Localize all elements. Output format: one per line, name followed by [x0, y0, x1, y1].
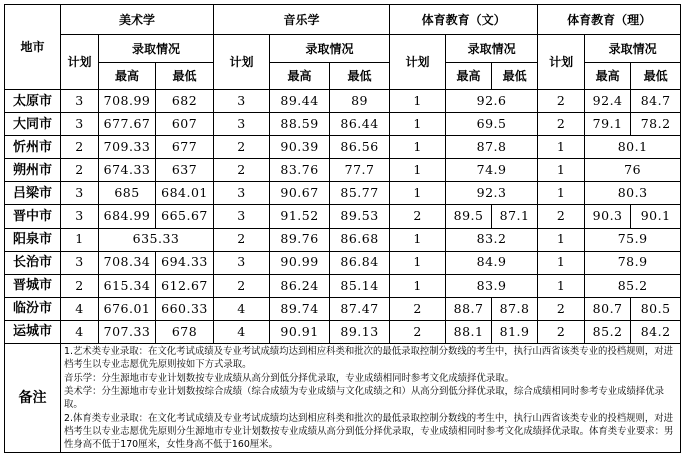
header-group-pe-li: 体育教育（理）	[538, 5, 681, 35]
pe-wen-score-cell: 83.9	[446, 274, 538, 297]
pe-li-high-cell: 80.7	[585, 297, 631, 320]
pe-li-plan-cell: 1	[538, 251, 585, 274]
note-line: 2.体育类专业录取：在文化考试成绩及专业考试成绩均达到相应科类和批次的最低录取控制分数线的考生中，执行山西省该类专业的投档规则，对进档考生以专业志愿优先原则分生源地市专业计划数按专业成绩从高分到低分择优录取，专业成绩相同时参考文化成绩择优录取。体育类专业要求：男性身高不低于170厘米，女性身高不低于160厘米。	[64, 412, 674, 451]
header-high: 最高	[270, 63, 330, 90]
pe-li-plan-cell: 2	[538, 205, 585, 228]
music-plan-cell: 2	[214, 136, 270, 159]
pe-li-score-cell: 76	[585, 159, 681, 182]
art-low-cell: 677	[156, 136, 214, 159]
pe-wen-score-cell: 87.8	[446, 136, 538, 159]
notes-label: 备注	[5, 344, 61, 453]
music-low-cell: 87.47	[330, 297, 390, 320]
music-plan-cell: 4	[214, 297, 270, 320]
header-plan: 计划	[214, 35, 270, 90]
music-low-cell: 89.53	[330, 205, 390, 228]
pe-wen-plan-cell: 1	[390, 274, 446, 297]
music-low-cell: 86.84	[330, 251, 390, 274]
city-cell: 晋中市	[5, 205, 61, 228]
pe-wen-low-cell: 81.9	[492, 320, 538, 343]
pe-li-low-cell: 78.2	[631, 113, 681, 136]
music-high-cell: 90.67	[270, 182, 330, 205]
art-high-cell: 676.01	[99, 297, 156, 320]
pe-li-plan-cell: 1	[538, 159, 585, 182]
music-high-cell: 83.76	[270, 159, 330, 182]
pe-wen-score-cell: 84.9	[446, 251, 538, 274]
pe-li-plan-cell: 1	[538, 136, 585, 159]
table-row	[5, 320, 681, 343]
pe-wen-plan-cell: 1	[390, 136, 446, 159]
pe-wen-plan-cell: 2	[390, 297, 446, 320]
notes-text	[61, 344, 681, 453]
music-low-cell: 85.14	[330, 274, 390, 297]
pe-li-plan-cell: 2	[538, 90, 585, 113]
table-row	[5, 274, 681, 297]
header-high: 最高	[446, 63, 492, 90]
city-cell: 忻州市	[5, 136, 61, 159]
header-admission: 录取情况	[99, 35, 214, 63]
art-plan-cell: 3	[61, 90, 99, 113]
note-line: 美术学：分生源地市专业计划数按综合成绩（综合成绩为专业成绩与文化成绩之和）从高分到低分择优录取，综合成绩相同时参考专业成绩择优录取。	[64, 385, 665, 411]
pe-wen-plan-cell: 1	[390, 90, 446, 113]
header-low: 最低	[492, 63, 538, 90]
city-cell: 吕梁市	[5, 182, 61, 205]
art-high-cell: 684.99	[99, 205, 156, 228]
pe-li-plan-cell: 2	[538, 320, 585, 343]
art-plan-cell: 2	[61, 274, 99, 297]
art-high-cell: 709.33	[99, 136, 156, 159]
pe-li-low-cell: 84.7	[631, 90, 681, 113]
music-low-cell: 86.44	[330, 113, 390, 136]
pe-li-plan-cell: 2	[538, 113, 585, 136]
art-low-cell: 660.33	[156, 297, 214, 320]
pe-wen-score-cell: 92.6	[446, 90, 538, 113]
pe-li-low-cell: 80.5	[631, 297, 681, 320]
art-low-cell: 684.01	[156, 182, 214, 205]
header-low: 最低	[330, 63, 390, 90]
city-cell: 晋城市	[5, 274, 61, 297]
music-high-cell: 91.52	[270, 205, 330, 228]
music-high-cell: 86.24	[270, 274, 330, 297]
art-low-cell: 607	[156, 113, 214, 136]
pe-wen-score-cell: 92.3	[446, 182, 538, 205]
music-plan-cell: 2	[214, 159, 270, 182]
pe-li-high-cell: 85.2	[585, 320, 631, 343]
header-plan: 计划	[538, 35, 585, 90]
pe-li-score-cell: 75.9	[585, 228, 681, 251]
art-plan-cell: 1	[61, 228, 99, 251]
pe-wen-low-cell: 87.8	[492, 297, 538, 320]
pe-wen-plan-cell: 1	[390, 228, 446, 251]
music-high-cell: 88.59	[270, 113, 330, 136]
city-cell: 长治市	[5, 251, 61, 274]
pe-wen-score-cell: 83.2	[446, 228, 538, 251]
pe-li-score-cell: 80.1	[585, 136, 681, 159]
music-low-cell: 89.13	[330, 320, 390, 343]
header-admission: 录取情况	[270, 35, 390, 63]
pe-wen-plan-cell: 1	[390, 251, 446, 274]
pe-wen-high-cell: 88.7	[446, 297, 492, 320]
table-row	[5, 159, 681, 182]
pe-li-low-cell: 90.1	[631, 205, 681, 228]
music-plan-cell: 3	[214, 90, 270, 113]
city-cell: 大同市	[5, 113, 61, 136]
admission-table	[4, 4, 681, 453]
art-high-cell: 677.67	[99, 113, 156, 136]
header-high: 最高	[99, 63, 156, 90]
city-cell: 太原市	[5, 90, 61, 113]
city-cell: 运城市	[5, 320, 61, 343]
music-plan-cell: 3	[214, 182, 270, 205]
pe-wen-plan-cell: 1	[390, 113, 446, 136]
table-row	[5, 113, 681, 136]
pe-li-score-cell: 80.3	[585, 182, 681, 205]
art-high-cell: 674.33	[99, 159, 156, 182]
pe-wen-high-cell: 88.1	[446, 320, 492, 343]
pe-li-high-cell: 90.3	[585, 205, 631, 228]
art-plan-cell: 2	[61, 159, 99, 182]
city-cell: 朔州市	[5, 159, 61, 182]
header-region: 地市	[5, 5, 61, 90]
table-row	[5, 297, 681, 320]
music-plan-cell: 2	[214, 274, 270, 297]
music-high-cell: 89.76	[270, 228, 330, 251]
pe-wen-low-cell: 87.1	[492, 205, 538, 228]
table-row	[5, 251, 681, 274]
art-plan-cell: 3	[61, 182, 99, 205]
music-low-cell: 86.68	[330, 228, 390, 251]
pe-wen-plan-cell: 2	[390, 205, 446, 228]
art-score-cell: 635.33	[99, 228, 214, 251]
pe-wen-plan-cell: 2	[390, 320, 446, 343]
header-low: 最低	[631, 63, 681, 90]
pe-li-plan-cell: 1	[538, 182, 585, 205]
music-high-cell: 90.91	[270, 320, 330, 343]
art-low-cell: 682	[156, 90, 214, 113]
art-plan-cell: 3	[61, 113, 99, 136]
pe-wen-score-cell: 69.5	[446, 113, 538, 136]
table-row	[5, 136, 681, 159]
note-line: 1.艺术类专业录取：在文化考试成绩及专业考试成绩均达到相应科类和批次的最低录取控制分数线的考生中，执行山西省该类专业的投档规则，对进档考生以专业志愿优先原则按如下方式录取。	[64, 346, 673, 371]
art-high-cell: 685	[99, 182, 156, 205]
music-plan-cell: 3	[214, 113, 270, 136]
music-plan-cell: 4	[214, 320, 270, 343]
music-low-cell: 86.56	[330, 136, 390, 159]
header-admission: 录取情况	[585, 35, 681, 63]
pe-li-high-cell: 92.4	[585, 90, 631, 113]
art-low-cell: 665.67	[156, 205, 214, 228]
table-row	[5, 228, 681, 251]
pe-li-score-cell: 85.2	[585, 274, 681, 297]
header-admission: 录取情况	[446, 35, 538, 63]
music-low-cell: 85.77	[330, 182, 390, 205]
pe-li-high-cell: 79.1	[585, 113, 631, 136]
art-low-cell: 612.67	[156, 274, 214, 297]
header-plan: 计划	[61, 35, 99, 90]
table-row	[5, 90, 681, 113]
art-high-cell: 708.99	[99, 90, 156, 113]
header-plan: 计划	[390, 35, 446, 90]
header-high: 最高	[585, 63, 631, 90]
city-cell: 阳泉市	[5, 228, 61, 251]
pe-wen-high-cell: 89.5	[446, 205, 492, 228]
table-row	[5, 182, 681, 205]
note-line: 音乐学：分生源地市专业计划数按专业成绩从高分到低分择优录取，专业成绩相同时参考文化成绩择优录取。	[64, 372, 515, 384]
header-group-music: 音乐学	[214, 5, 390, 35]
music-high-cell: 90.39	[270, 136, 330, 159]
art-high-cell: 708.34	[99, 251, 156, 274]
header-low: 最低	[156, 63, 214, 90]
music-plan-cell: 3	[214, 251, 270, 274]
pe-wen-score-cell: 74.9	[446, 159, 538, 182]
music-high-cell: 90.99	[270, 251, 330, 274]
pe-li-plan-cell: 2	[538, 297, 585, 320]
pe-li-plan-cell: 1	[538, 228, 585, 251]
header-group-art: 美术学	[61, 5, 214, 35]
table-row	[5, 205, 681, 228]
art-high-cell: 615.34	[99, 274, 156, 297]
art-plan-cell: 4	[61, 320, 99, 343]
pe-wen-plan-cell: 1	[390, 159, 446, 182]
art-plan-cell: 3	[61, 251, 99, 274]
music-high-cell: 89.74	[270, 297, 330, 320]
music-low-cell: 77.7	[330, 159, 390, 182]
music-high-cell: 89.44	[270, 90, 330, 113]
pe-wen-plan-cell: 1	[390, 182, 446, 205]
art-low-cell: 678	[156, 320, 214, 343]
art-high-cell: 707.33	[99, 320, 156, 343]
art-low-cell: 637	[156, 159, 214, 182]
music-plan-cell: 3	[214, 205, 270, 228]
music-low-cell: 89	[330, 90, 390, 113]
pe-li-score-cell: 78.9	[585, 251, 681, 274]
header-group-pe-wen: 体育教育（文）	[390, 5, 538, 35]
music-plan-cell: 2	[214, 228, 270, 251]
art-plan-cell: 2	[61, 136, 99, 159]
pe-li-low-cell: 84.2	[631, 320, 681, 343]
art-plan-cell: 3	[61, 205, 99, 228]
art-low-cell: 694.33	[156, 251, 214, 274]
city-cell: 临汾市	[5, 297, 61, 320]
pe-li-plan-cell: 1	[538, 274, 585, 297]
art-plan-cell: 4	[61, 297, 99, 320]
